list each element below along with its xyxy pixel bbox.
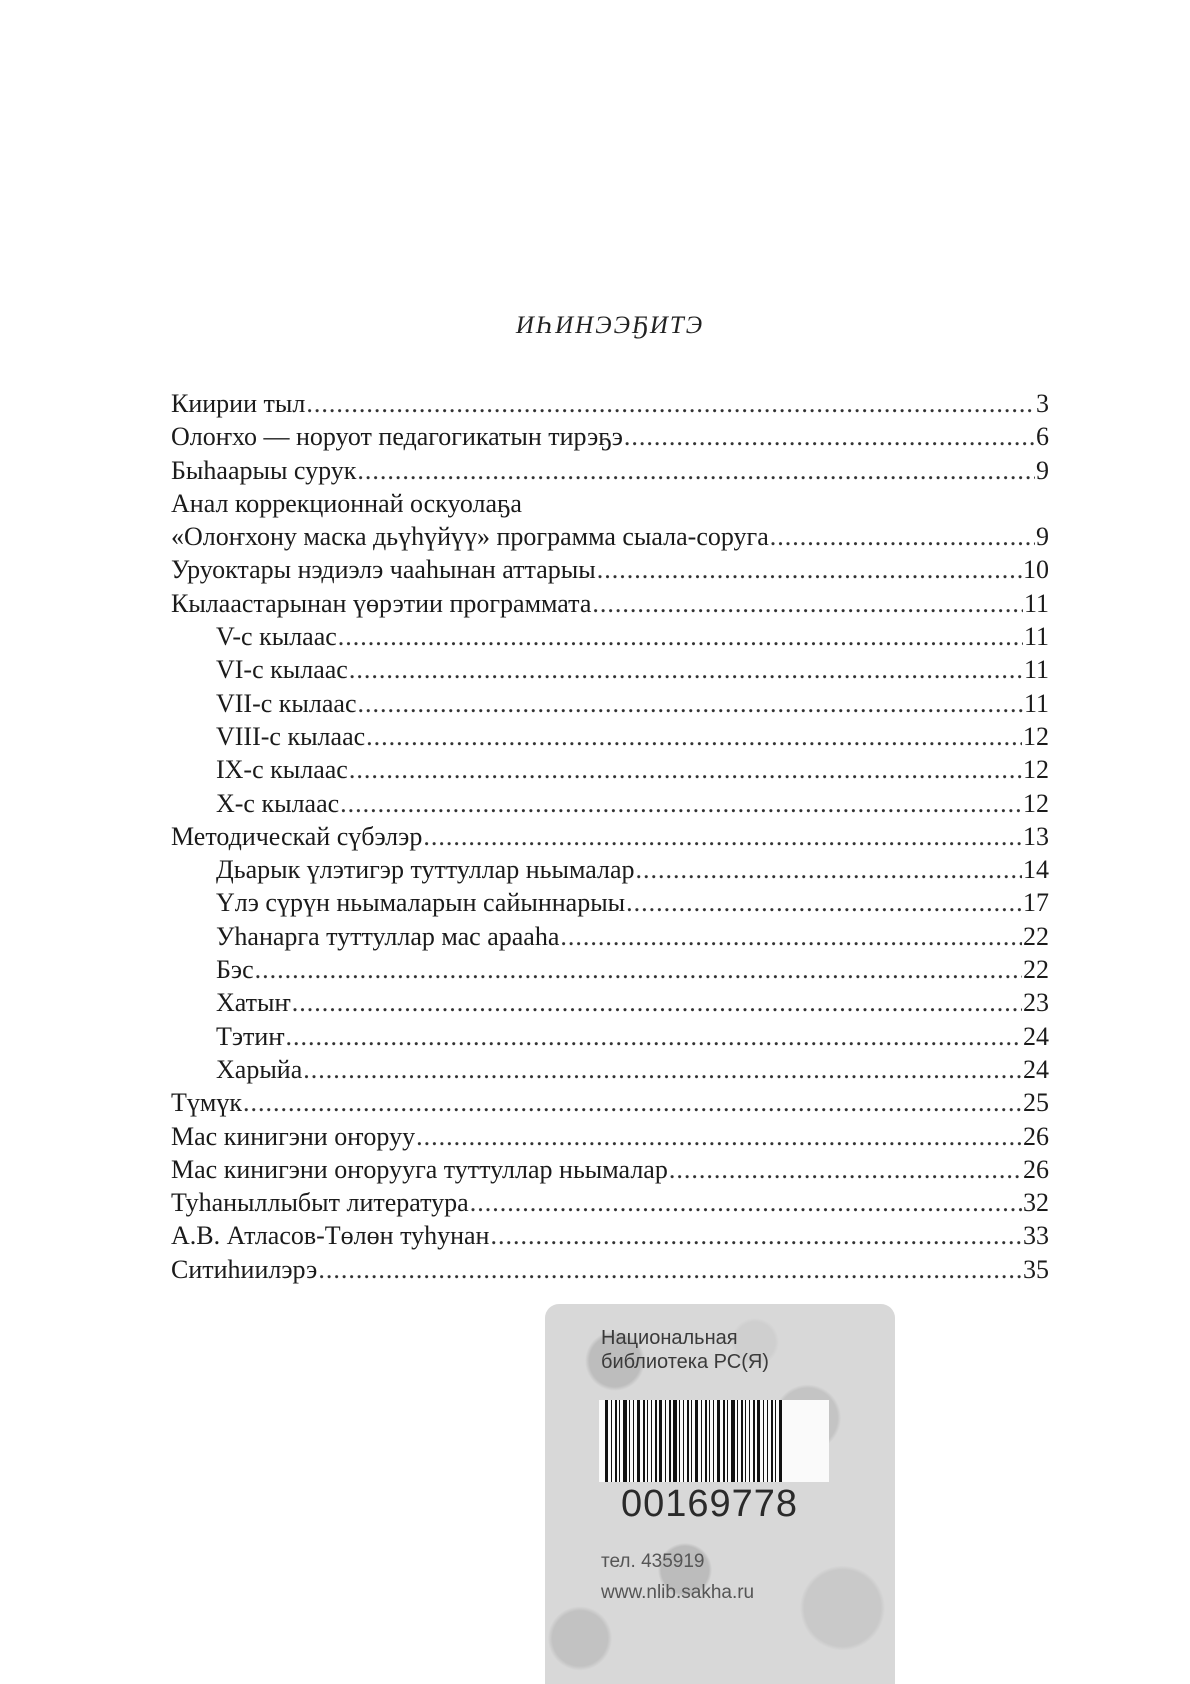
toc-entry (171, 1020, 1049, 1053)
toc-entry-page: 22 (1023, 921, 1049, 951)
toc-entry (171, 720, 1049, 753)
toc-entry-page: 26 (1023, 1154, 1049, 1184)
toc-entry (171, 454, 1049, 487)
toc-entry-page: 25 (1023, 1088, 1049, 1118)
toc-dot-leader (357, 454, 1035, 487)
toc-entry-page: 32 (1023, 1188, 1049, 1218)
toc-dot-leader (349, 753, 1022, 786)
toc-entry (171, 986, 1049, 1019)
toc-dot-leader (318, 1253, 1022, 1286)
toc-entry-title: Уһанарга туттуллар мас арааһа (216, 921, 560, 951)
toc-entry-page: 13 (1023, 821, 1049, 851)
toc-entry (171, 387, 1049, 420)
toc-dot-leader (306, 387, 1035, 420)
toc-dot-leader (669, 1153, 1022, 1186)
toc-entry-title: X-с кылаас (216, 788, 340, 818)
toc-entry-title: Харыйа (216, 1054, 303, 1084)
table-of-contents (171, 387, 1049, 1286)
library-sticker (545, 1304, 895, 1684)
toc-entry-title: Олоҥхо — норуот педагогикатын тирэҕэ (171, 422, 623, 452)
library-url: www.nlib.sakha.ru (601, 1582, 755, 1603)
toc-entry-title: Тэтиҥ (216, 1021, 285, 1051)
toc-entry-title: Үлэ сүрүн ньымаларын сайыннарыы (216, 888, 626, 918)
toc-entry-page: 26 (1023, 1121, 1049, 1151)
toc-entry (171, 487, 1049, 520)
toc-dot-leader (358, 687, 1023, 720)
toc-dot-leader (560, 920, 1022, 953)
toc-entry-page: 12 (1023, 721, 1049, 751)
toc-entry-page: 17 (1023, 888, 1049, 918)
toc-entry-page: 6 (1036, 422, 1049, 452)
toc-entry-title: VI-с кылаас (216, 655, 348, 685)
toc-entry (171, 553, 1049, 586)
toc-dot-leader (303, 1053, 1022, 1086)
toc-dot-leader (592, 587, 1023, 620)
library-name-line1: Национальная (601, 1327, 738, 1349)
toc-dot-leader (338, 620, 1023, 653)
toc-entry-title: Кылаастарынан үөрэтии программата (171, 588, 592, 618)
toc-entry-title: «Олоҥхону маска дьүһүйүү» программа сыала-соруга (171, 522, 769, 552)
toc-entry-page: 12 (1023, 788, 1049, 818)
toc-entry-page: 3 (1036, 389, 1049, 418)
toc-entry (171, 1219, 1049, 1252)
toc-entry (171, 820, 1049, 853)
toc-entry-page: 24 (1023, 1054, 1049, 1084)
toc-entry (171, 1053, 1049, 1086)
toc-entry-page: 11 (1023, 655, 1049, 685)
toc-entry (171, 1153, 1049, 1186)
toc-dot-leader (423, 820, 1022, 853)
toc-entry (171, 1186, 1049, 1219)
library-name-line2: библиотека РС(Я) (601, 1351, 769, 1373)
toc-entry-title: Хатыҥ (216, 988, 291, 1018)
toc-entry-title: VIII-с кылаас (216, 721, 366, 751)
toc-entry (171, 1253, 1049, 1286)
toc-entry-title: Анал коррекционнай оскуолаҕа (171, 488, 522, 518)
toc-entry-title: Методическай сүбэлэр (171, 821, 423, 851)
toc-entry (171, 587, 1049, 620)
toc-entry (171, 787, 1049, 820)
toc-entry (171, 920, 1049, 953)
toc-entry (171, 520, 1049, 553)
toc-entry-page: 33 (1023, 1221, 1049, 1251)
toc-entry-title: IX-с кылаас (216, 755, 348, 785)
toc-entry (171, 1086, 1049, 1119)
toc-entry (171, 420, 1049, 453)
toc-entry (171, 886, 1049, 919)
toc-entry-title: Быһаарыы сурук (171, 455, 357, 485)
toc-entry-page: 11 (1023, 688, 1049, 718)
toc-entry-title: Түмүк (171, 1088, 242, 1118)
toc-dot-leader (286, 1020, 1022, 1053)
toc-entry-page: 9 (1036, 455, 1049, 485)
toc-entry-title: А.В. Атласов-Төлөн туһунан (171, 1221, 490, 1251)
toc-dot-leader (255, 953, 1022, 986)
toc-entry-title: Ситиһиилэрэ (171, 1254, 318, 1284)
toc-entry-title: Уруоктары нэдиэлэ чааһынан аттарыы (171, 555, 596, 585)
toc-entry-title: Киирии тыл (171, 389, 306, 418)
toc-entry-title: Туһаныллыбыт литература (171, 1188, 469, 1218)
toc-entry-title: VII-с кылаас (216, 688, 357, 718)
toc-entry-title: V-с кылаас (216, 622, 337, 652)
toc-entry-page: 22 (1023, 955, 1049, 985)
page-title: ИҺИНЭЭҔИТЭ (515, 312, 705, 339)
toc-entry-page: 12 (1023, 755, 1049, 785)
toc-entry-title: Бэс (216, 955, 254, 985)
barcode-number: 00169778 (621, 1483, 799, 1525)
toc-dot-leader (490, 1219, 1022, 1252)
toc-dot-leader (624, 420, 1035, 453)
toc-entry (171, 1120, 1049, 1153)
toc-entry-title: Дьарык үлэтигэр туттуллар ньымалар (216, 855, 635, 885)
toc-dot-leader (349, 653, 1023, 686)
toc-entry-page: 24 (1023, 1021, 1049, 1051)
library-phone: тел. 435919 (601, 1551, 705, 1572)
toc-dot-leader (292, 986, 1022, 1019)
toc-entry (171, 853, 1049, 886)
toc-entry (171, 620, 1049, 653)
toc-dot-leader (366, 720, 1022, 753)
toc-entry-page: 11 (1023, 588, 1049, 618)
toc-dot-leader (636, 853, 1022, 886)
toc-entry (171, 753, 1049, 786)
toc-dot-leader (340, 787, 1022, 820)
toc-entry-title: Мас кинигэни оҥорууга туттуллар ньымалар (171, 1154, 668, 1184)
toc-entry (171, 653, 1049, 686)
toc-dot-leader (770, 520, 1035, 553)
toc-entry (171, 953, 1049, 986)
toc-entry-page: 23 (1023, 988, 1049, 1018)
toc-entry-page: 35 (1023, 1254, 1049, 1284)
toc-dot-leader (626, 886, 1022, 919)
barcode-image (599, 1400, 829, 1482)
toc-entry-title: Мас кинигэни оҥоруу (171, 1121, 416, 1151)
toc-dot-leader (597, 553, 1022, 586)
toc-entry-page: 9 (1036, 522, 1049, 552)
toc-entry-page: 10 (1023, 555, 1049, 585)
toc-dot-leader (416, 1120, 1022, 1153)
toc-entry (171, 687, 1049, 720)
toc-dot-leader (470, 1186, 1022, 1219)
toc-dot-leader (243, 1086, 1022, 1119)
toc-entry-page: 11 (1023, 622, 1049, 652)
toc-entry-page: 14 (1023, 855, 1049, 885)
